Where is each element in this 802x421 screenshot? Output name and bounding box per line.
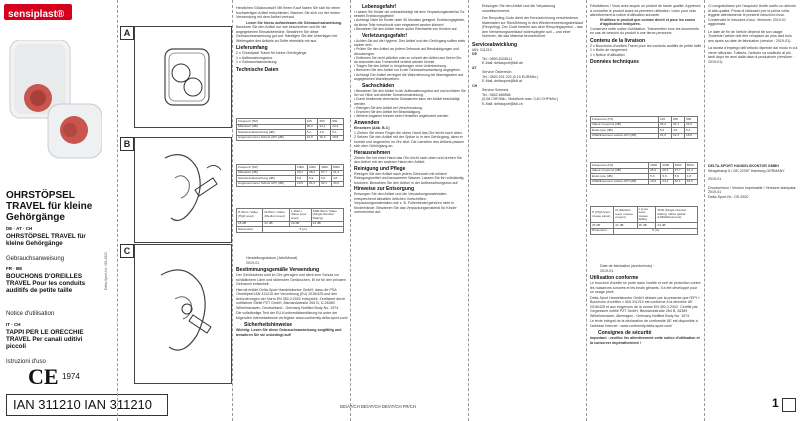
de-warn-bold: Lesen Sie hierzu aufmerksam die Gebrauchsanweisung.	[246, 20, 343, 25]
table-cell: 125	[658, 117, 671, 123]
fr-contenu-1: 2 x Bouchons d'oreilles Travel pour les conduits auditifs de petite taille	[590, 43, 702, 48]
list-item: • Entfernen Sie nicht plötzlich oder zu schnell den Artikel aus Ihrem Ohr, da ansonsten das Trommelfell verletzt werden könnte.	[354, 56, 466, 64]
de-lieferumfang-heading: Lieferumfang	[236, 45, 268, 51]
fr-warn-bold: N'utilisez le produit que comme décrit et pour les zones d'application indiquées.	[600, 17, 696, 26]
table-cell: 37,7	[319, 170, 331, 176]
fold-line-5	[586, 0, 587, 421]
table-cell: Affaiblissement estimé APV [dB]	[591, 179, 649, 185]
entsorgung-body: Entsorgen Sie den Artikel und die Verpackungsmaterialien entsprechend aktuellen örtlichen Vorschriften. Verpackungsmaterialien wie z. B. Folienbeutel gehören nicht in Kinderhände. Bewahren Sie das Verpackungsmaterial für Kinder unerreichbar auf.	[354, 192, 457, 215]
de-subtitle: Gebrauchsanweisung	[6, 256, 65, 262]
table-cell: 5,9	[661, 174, 673, 180]
fr-table-2	[590, 162, 698, 185]
side-code: Delta-Sport-Nr.: OS-2520	[104, 251, 108, 290]
table-cell: 26,2	[305, 124, 318, 130]
table-row	[591, 179, 698, 185]
table-cell: Écart-type [dB]	[591, 174, 649, 180]
table-cell: 24,1	[318, 124, 331, 130]
herausnehmen-body: Ziehen Sie mit einer Hand das Ohr leicht nach oben und drehen Sie den Artikel mit der anderen Hand den Artikel.	[354, 155, 462, 165]
list-item: • Reinigen Sie den Artikel bei Verschmutzung.	[354, 106, 466, 110]
date-code: 2019-01	[708, 177, 722, 181]
table-cell: M (Medium level, niveau moyen)	[614, 207, 637, 223]
panel-c	[134, 244, 232, 384]
de-lieferumfang-3: 1 x Gebrauchsanweisung	[236, 60, 277, 64]
table-cell: 20 dB	[637, 223, 656, 229]
table-cell: 8000	[331, 165, 343, 171]
service-ch-title: Service Schweiz	[482, 88, 509, 92]
table-cell: 1000	[295, 165, 307, 171]
service-ch-tel: Tel.: 0842 665566	[482, 92, 511, 97]
lang-badges-fr: FR · BE	[6, 266, 23, 271]
page-box	[782, 398, 796, 412]
panel-a-illustration	[135, 27, 231, 127]
de-conformity-2: Die vollständige Text der EU-Konformitätserklärung ist unter der folgenden Internetadresse verfügbar: www.conformity.delta-sport.com/	[236, 311, 348, 320]
list-item: • Achtung! Der Artikel verringert die Wahrnehmung bei Warnsignalen und angegebenen Warnhinweisen.	[354, 73, 466, 81]
table-cell: 41,4	[685, 168, 697, 174]
service-at-mail: E-Mail: deltasport@lidl.at	[482, 79, 522, 83]
de-lieferumfang-2: 1 x Aufbewahrungsbox	[236, 55, 273, 60]
fr-safety-heading: Consignes de sécurité	[598, 330, 652, 336]
table-cell: 24 dB	[656, 223, 698, 229]
table-cell: 19,3	[671, 133, 684, 139]
table-cell: 37,7	[673, 168, 685, 174]
reinigung-body: Reinigen Sie den Artikel nach jedem Gebrauch mit mildem Reinigungsmittel und lauwarmem Wasser. Lassen Sie ihn vollständig trocknen. Bewahren Sie den Artikel in der Aufbewahrungsbox auf.	[354, 171, 464, 185]
table-cell: 5 (m)	[614, 228, 698, 234]
table-cell: 24,4	[307, 181, 319, 187]
entsorgung-heading: Hinweise zur Entsorgung	[354, 186, 415, 193]
fr-intro: Félicitations ! Vous avez acquis un produit de haute qualité. Apprenez à connaître le produit avant sa première utilisation. Lisez pour cela attentivement la notice d'utilisation suivante.	[590, 4, 701, 17]
einsetzen-step-1: 1 Ziehen Sie einen Finger die obere Hand das Ohr leicht nach oben.	[354, 130, 463, 135]
service-at-title: Service Österreich	[482, 70, 512, 74]
brand-name: sensiplast®	[8, 9, 65, 20]
ce-notified-number: 1974	[62, 372, 80, 381]
de-col-b	[236, 256, 348, 337]
table-cell: 5,2	[658, 128, 671, 134]
table-cell: 5 (m)	[263, 227, 344, 233]
service-ch-mail: E-Mail: deltasport@lidl.ch	[482, 101, 523, 106]
table-cell: 4,8	[331, 176, 343, 182]
table-cell: 5,6	[319, 176, 331, 182]
table-cell: 4000	[673, 163, 685, 169]
fold-line-2	[232, 0, 233, 421]
print-version: Druckversion / Version imprimable / Versione stampata: 2019-01	[708, 185, 797, 194]
table-cell: SNR (Single Number Rating, indice global d'affaiblissement)	[656, 207, 698, 223]
list-item: • Achten Sie auf die Hygiene. Den Artikel und den Gehörgang sollten stets sauber sein.	[354, 39, 466, 47]
table-cell: 26 dB	[591, 223, 614, 229]
table-cell: L-Wert / Value (Low level)	[290, 209, 312, 222]
list-item: • Achtung! Nicht für Kinder unter 36 Monaten geeignet. Erstickungsgefahr, da kleine Teile verschluckt oder eingeatmet werden können!	[354, 18, 466, 26]
table-cell: 28,3	[661, 168, 673, 174]
list-item: • Prüfen Sie den Artikel vor jedem Gebrauch auf Beschädigungen und Abnutzungen.	[354, 47, 466, 55]
table-cell: Dämmwert	[237, 227, 263, 233]
table-cell: Angenommener Schutz APV [dB]	[237, 135, 306, 141]
table-cell: 250	[318, 119, 331, 125]
sachschaden-heading: Sachschäden	[362, 83, 395, 90]
table-cell: 18,8	[684, 133, 697, 139]
reinigung-heading: Reinigung und Pflege	[354, 165, 406, 172]
table-cell: 43,6	[685, 179, 697, 185]
table-row	[237, 181, 344, 187]
table-cell: Dimension :	[591, 228, 614, 234]
table-cell: Frequenz [HZ]	[237, 119, 306, 125]
table-header-row	[237, 209, 344, 222]
sachschaden-list	[354, 89, 466, 118]
list-item: • Lassen Sie Kinder nie unbeaufsichtigt mit dem Verpackungsmaterial. Es besteht Erstickungsgefahr!	[354, 10, 466, 18]
fr-title: BOUCHONS D'OREILLES TRAVEL Pour les conduits auditifs de petite taille	[6, 273, 86, 295]
table-cell: Frequenz [HZ]	[237, 165, 296, 171]
table-cell: 5,4	[331, 130, 344, 136]
table-row	[591, 133, 698, 139]
de-table-3	[236, 208, 344, 233]
de-col-c	[354, 4, 466, 215]
table-cell: 250	[671, 117, 684, 123]
ian-number: IAN 311210 IAN 311210	[13, 397, 153, 412]
table-cell: Mittelwert [dB]	[237, 170, 296, 176]
de-conformity: Hiermit erklärt Delta-Sport Handelskontor GmbH, dass die PSA Ohrstöpsel IAN 311210 der Verordnung (EU) 2016/425 und den Anforderungen der Norm EN 352-2:2002 entspricht. Zertifiziert durch notifizierte Stelle PZT GmbH, Bismarckstraße 264 B, D-26389 Wilhelmshaven, Deutschland - Germany Notified Body No. 1974.	[236, 287, 346, 310]
table-cell: 25,2	[649, 168, 661, 174]
table-cell: 1000	[649, 163, 661, 169]
service-heading: Serviceabwicklung	[472, 41, 518, 48]
it-lifetime: La durata d'impiego dell'articolo dipende dal modo in cui viene utilizzato. Tuttavia, l'articolo va sostituito al più tardi dopo tre anni dalla data di produzione (versione : 2019-01).	[708, 46, 798, 64]
table-cell: 24,2	[331, 124, 344, 130]
de-usage-body: Der Gehörschutz sind im Ohr getragen und dient zum Schutz vor schädlichem Lärm und störenden Geräuschen. Er ist für den privaten Gebrauch entwickelt.	[236, 273, 346, 286]
table-cell: 125	[305, 119, 318, 125]
table-cell: 5,6	[673, 174, 685, 180]
ian-bar	[6, 394, 168, 416]
fr-date-value: 2019-01	[600, 268, 614, 273]
fr-col-a	[590, 4, 702, 65]
company-block	[708, 164, 800, 199]
table-cell: 21 dB	[614, 223, 637, 229]
table-cell: 4,8	[685, 174, 697, 180]
table-cell: 18,8	[331, 135, 344, 141]
company-address: Wragekamp 6 • DE-22397 Hamburg GERMANY	[708, 168, 785, 173]
list-item: • Bewahren Sie den Artikel immer außer Reichweite von Kindern auf.	[354, 27, 466, 31]
table-cell: 500	[331, 119, 344, 125]
service-de-tel: Tel.: 0800-5435111	[482, 56, 513, 61]
herausnehmen-heading: Herausnehmen	[354, 149, 391, 156]
table-cell: 24 dB	[311, 221, 343, 227]
table-cell: 26,2	[658, 122, 671, 128]
de-col-d	[472, 4, 584, 106]
fold-line-4	[468, 0, 469, 421]
table-cell: Fréquence [Hz]	[591, 163, 649, 169]
table-cell: 8000	[685, 163, 697, 169]
list-item: • Bewahren Sie den Artikel in der Aufbewahrungsbox auf und schützen Sie ihn vor Hitze und direkter Sonneneinstrahlung.	[354, 89, 466, 97]
table-cell: 26 dB	[237, 221, 263, 227]
table-cell: M-Wert / Value (Medium level)	[263, 209, 290, 222]
table-cell: 5,6	[295, 176, 307, 182]
de-usage-heading: Bestimmungsgemäße Verwendung	[236, 267, 320, 273]
table-cell: 32,1	[673, 179, 685, 185]
table-cell: Valeur moyenne [dB]	[591, 168, 649, 174]
fr-table-3	[590, 206, 698, 235]
fr-usage-body: Le bouchon d'oreille se porte dans l'oreille et sert de protection contre les nuisances sonores et les bruits gênants. Il a été développé pour un usage privé.	[590, 281, 701, 294]
fr-subtitle: Notice d'utilisation	[6, 311, 55, 317]
service-at-tel: Tel.: 0820 201 222 (0,15 EUR/Min.)	[482, 74, 539, 79]
fr-conformity: Delta-Sport Handelskontor GmbH déclare par la présente que l'EPI « Bouchons d'oreilles » IAN 311210 est conforme à la directive UE 2016/425 et aux exigences de la norme EN 352-2:2002. Certifié par l'organisme notifié PZT GmbH, Bismarckstraße 264 B, 26389 Wilhelmshaven, Allemagne - Germany Notified Body No. 1974.	[590, 295, 700, 318]
table-cell: 24,2	[684, 122, 697, 128]
cover-column	[0, 0, 117, 421]
fold-line-3	[350, 0, 351, 421]
fr-col-b	[590, 264, 702, 345]
table-cell: 4000	[319, 165, 331, 171]
company-name: DELTA-SPORT HANDELSKONTOR GMBH	[708, 164, 779, 168]
fr-conformity-2: Le texte intégral de la déclaration de conformité UE est disponible à l'adresse Internet : www.conformity.delta-sport.com/	[590, 319, 698, 328]
fold-line-1	[117, 0, 118, 421]
fr-safety-body: Important : veuillez lire attentivement cette notice d'utilisation et la conserver impérativement !	[590, 336, 700, 345]
table-cell: 19,6	[649, 179, 661, 185]
table-cell: 19,3	[318, 135, 331, 141]
it-title: TAPPI PER LE ORECCHIE TRAVEL Per canali uditivi piccoli	[6, 329, 84, 351]
table-cell: 21,0	[658, 133, 671, 139]
footer-languages: DE/AT/CH DE/AT/CH DE/AT/CH FR/CH	[340, 404, 416, 409]
fr-lifetime: Le date de fin de l'article dépend de son usage. Toutefois l'article doit être remplacé au plus tard trois ans après sa date de fabrication (version : 2019-01).	[708, 29, 792, 43]
table-cell: 5,6	[649, 174, 661, 180]
table-cell: 25,2	[295, 170, 307, 176]
lebensgefahr-heading: Lebensgefahr!	[362, 4, 397, 10]
verletzung-list	[354, 39, 466, 81]
table-cell: L (Low level, niveau faible)	[637, 207, 656, 223]
ce-mark: CE	[28, 364, 59, 389]
list-item: • Weitere Angaben können beim Hersteller angefordert werden.	[354, 114, 466, 118]
table-cell: 4,9	[318, 130, 331, 136]
lang-badges-it: IT · CH	[6, 322, 21, 327]
cover-title: OHRSTÖPSEL TRAVEL für kleine Gehörgänge	[6, 190, 93, 223]
panel-a	[134, 26, 232, 128]
table-header-row	[591, 207, 698, 223]
country-at-badge: AT	[472, 65, 477, 70]
table-row	[237, 227, 344, 233]
einsetzen-heading: Einsetzen (Abb. B-C)	[354, 126, 390, 131]
country-ch-badge: CH	[472, 83, 478, 88]
table-cell: 20 dB	[290, 221, 312, 227]
panel-c-label: C	[120, 244, 134, 258]
table-cell: Affaiblissement estimé APV [dB]	[591, 133, 659, 139]
table-cell: Standard-abweichung [dB]	[237, 130, 306, 136]
table-cell: 41,4	[331, 170, 343, 176]
de-tech-heading: Technische Daten	[236, 66, 279, 73]
service-ch-rate: (0,08 CHF/Min., Mobilfunk max. 0,40 CHF/Min.)	[482, 97, 558, 101]
back-col	[708, 4, 798, 64]
table-cell: 5,2	[305, 130, 318, 136]
de-title: OHRSTÖPSEL TRAVEL für kleine Gehörgänge	[6, 233, 86, 248]
de-date-value: 2019-01	[246, 260, 260, 265]
table-cell: Valeur moyenne [dB]	[591, 122, 659, 128]
table-cell: Écart-type [dB]	[591, 128, 659, 134]
de-warn-body: Benutzen Sie den Artikel nur wie beschrieben und für die angegebenen Einsatzbereiche. Bewahren Sie diese Gebrauchsanweisung gut auf. Händigen Sie alle Unterlagen bei Weitergabe des Artikels an Dritte ebenfalls mit aus.	[236, 25, 338, 43]
table-row	[237, 135, 344, 141]
recycling-body: Der Recycling-Code dient der Kennzeichnung verschiedener Materialien zur Rückführung in den Wiederverwertungskreislauf (Recycling). Der Code besteht aus dem Recyclingsymbol – das den Verwertungskreislauf widerspiegeln soll – und einer Nummer, die das Material kennzeichnet.	[482, 16, 584, 38]
it-intro: Ci congratuliamo per l'acquisto! Avete scelto un articolo di alta qualità. Prima di utilizzarlo per la prima volta, leggete attentamente le presenti istruzioni d'uso. Conservate le istruzioni d'uso. Versione: 2019-01 aggiornata.	[708, 4, 796, 26]
table-cell: 19,6	[295, 181, 307, 187]
table-cell: 2000	[307, 165, 319, 171]
de-col-a	[236, 6, 348, 73]
table-cell: SNR-Wert / Value (Single Number Rating)	[311, 209, 343, 222]
table-cell: H (High level, niveau élevé)	[591, 207, 614, 223]
lang-badges-de: DE · AT · CH	[6, 226, 33, 231]
lebensgefahr-list	[354, 10, 466, 31]
de-table-2	[236, 164, 344, 187]
de-lieferumfang-1: 2 x Ohrstöpsel Travel für kleine Gehörgänge	[236, 51, 307, 55]
service-de-mail: E-Mail: deltasport@lidl.de	[482, 61, 523, 65]
table-cell: 5,9	[307, 176, 319, 182]
entsorg-box-text: Entsorgen Sie den Artikel und die Verpackung umweltschonend.	[482, 4, 556, 13]
table-cell: 43,6	[331, 181, 343, 187]
list-item: • Durch bestimmte chemische Substanzen kann der Artikel beschädigt werden.	[354, 97, 466, 105]
de-table-1	[236, 118, 344, 141]
delta-sport-number: Delta-Sport-Nr.: OS-2520	[708, 194, 749, 199]
fr-date-label: Date de fabrication (année/mois) :	[600, 264, 655, 268]
verletzung-heading: Verletzungsgefahr!	[362, 33, 408, 40]
panel-b	[134, 137, 232, 243]
de-safety-heading: Sicherheitshinweise	[244, 322, 293, 328]
table-cell: 24,4	[661, 179, 673, 185]
table-cell: 28,3	[307, 170, 319, 176]
table-cell: H-Wert / Value (High level)	[237, 209, 263, 222]
earplug-photo	[8, 40, 102, 180]
it-subtitle: Istruzioni d'uso	[6, 359, 46, 365]
table-cell: 4,9	[671, 128, 684, 134]
table-cell: Angenommener Schutz APV [dB]	[237, 181, 296, 187]
table-row	[591, 228, 698, 234]
service-ian: IAN: 311210	[472, 47, 492, 52]
table-cell: 2000	[661, 163, 673, 169]
anwenden-heading: Anwenden	[354, 120, 380, 127]
de-date-label: Herstellungsdatum (Jahr/Monat)	[246, 256, 298, 260]
einsetzen-step-2: 2 Setzen Sie den Artikel mit der Spitze in in den Gehörgang, dann er korrekt und angenehm im Ohr sitzt. Die Lamellen des Artikels passen sich dem Gehörgang an.	[354, 135, 465, 149]
table-cell: 21,0	[305, 135, 318, 141]
brand-logo	[4, 4, 72, 20]
table-cell: 32,1	[319, 181, 331, 187]
panel-b-illustration	[135, 138, 231, 242]
fr-contenu-3: 1 x Notice d'utilisation	[590, 52, 625, 57]
panel-b-label: B	[120, 137, 134, 151]
table-cell: Standard-abweichung [dB]	[237, 176, 296, 182]
table-cell: 5,4	[684, 128, 697, 134]
table-cell: 24,1	[671, 122, 684, 128]
table-cell: 500	[684, 117, 697, 123]
fold-line-6	[704, 0, 705, 421]
table-cell: 21 dB	[263, 221, 290, 227]
panel-a-label: A	[120, 26, 134, 40]
fr-contenu-heading: Contenu de la livraison	[590, 37, 646, 44]
page-number: 1	[772, 396, 779, 410]
fr-tech-heading: Données techniques	[590, 59, 639, 65]
table-cell: Mittelwert [dB]	[237, 124, 306, 130]
fr-usage-heading: Utilisation conforme	[590, 275, 639, 281]
country-de-badge: DE	[472, 52, 477, 56]
table-cell: Fréquence [Hz]	[591, 117, 659, 123]
list-item: • Ersetzen Sie den Artikel bei Beschädigung.	[354, 110, 466, 114]
panel-c-illustration	[135, 245, 231, 383]
fr-table-1	[590, 116, 698, 139]
list-item: • Benutzen Sie den Artikel nur in der Gebrauchsanweisung angegeben.	[354, 68, 466, 72]
list-item: • Tragen Sie den Artikel in Umgebungen ohne Unterbrechung.	[354, 64, 466, 68]
fr-contenu-2: 1 x Boîte de rangement	[590, 48, 628, 52]
de-safety-body: Wichtig: Lesen Sie diese Gebrauchsanweisung sorgfältig und bewahren Sie sie unbedingt auf!	[236, 328, 342, 337]
fr-warn-body: Conservez cette notice d'utilisation. Transmettez tous les documents en cas de cession du produit à une tierce personne.	[590, 26, 699, 35]
de-intro: Herzlichen Glückwunsch! Mit Ihrem Kauf haben Sie sich für einen hochwertigen Artikel entschieden. Machen Sie sich vor der ersten Verwendung mit dem Artikel vertraut.	[236, 6, 341, 19]
